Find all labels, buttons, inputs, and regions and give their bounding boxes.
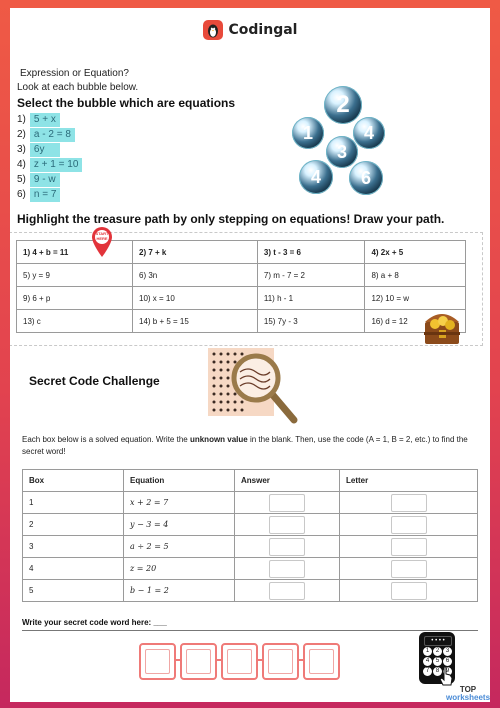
column-header: Answer [235,470,340,492]
answer-input[interactable] [269,560,305,578]
letter-input[interactable] [391,494,427,512]
answer-input[interactable] [269,494,305,512]
box-number: 1 [23,492,124,514]
keypad-key: 9 [443,667,452,676]
divider [22,630,478,631]
brand-name: Codingal [228,22,298,38]
box-number: 3 [23,536,124,558]
path-cell[interactable]: 10) x = 10 [133,287,258,310]
equation-cell: y − 3 = 4 [124,514,235,536]
table-row [23,580,478,602]
brand-header [10,20,490,45]
keypad-key: 8 [433,667,442,676]
path-cell[interactable]: 8) a + 8 [365,264,466,287]
path-cell[interactable]: 4) 2x + 5 [365,241,466,264]
option-item[interactable]: 3) 6y [17,142,82,157]
table-row [23,536,478,558]
bubble-2[interactable]: 2 [324,86,362,124]
answer-input[interactable] [269,538,305,556]
path-cell[interactable]: 15) 7y - 3 [257,310,365,333]
letter-input[interactable] [391,582,427,600]
path-cell[interactable]: 6) 3n [133,264,258,287]
option-item[interactable]: 6) n = 7 [17,187,82,202]
bubble-instruction: Select the bubble which are equations [17,96,236,110]
path-cell[interactable]: 13) c [17,310,133,333]
section-subheading: Look at each bubble below. [17,82,139,93]
section-heading: Expression or Equation? [20,68,129,79]
option-item[interactable]: 5) 9 - w [17,172,82,187]
path-cell[interactable]: 1) 4 + b = 11 [17,241,133,264]
path-cell[interactable]: 5) y = 9 [17,264,133,287]
bubble-6[interactable]: 6 [349,161,383,195]
path-cell[interactable]: 9) 6 + p [17,287,133,310]
letter-input[interactable] [391,538,427,556]
start-label: START HERE [95,231,109,241]
table-row [23,492,478,514]
treasure-grid [16,240,466,333]
table-row [17,241,466,264]
options-list [17,112,82,202]
bubble-4-bottom[interactable]: 4 [299,160,333,194]
path-cell[interactable]: 7) m - 7 = 2 [257,264,365,287]
column-header: Box [23,470,124,492]
keypad-key: 1 [423,647,432,656]
treasure-instruction: Highlight the treasure path by only stepping on equations! Draw your path. [17,212,445,226]
path-cell[interactable]: 12) 10 = w [365,287,466,310]
table-row [17,264,466,287]
path-cell[interactable]: 11) h - 1 [257,287,365,310]
code-letter-box-4[interactable] [262,643,299,680]
equation-cell: b − 1 = 2 [124,580,235,602]
answer-input[interactable] [269,516,305,534]
code-word-prompt: Write your secret code word here: ___ [22,618,167,627]
worksheet-page [10,8,490,702]
path-cell[interactable]: 3) t - 3 = 6 [257,241,365,264]
treasure-chest-icon [419,304,467,350]
option-item[interactable]: 2) a - 2 = 8 [17,127,82,142]
keypad-display: • • • • [424,636,452,646]
keypad-key: 5 [433,657,442,666]
path-cell[interactable]: 2) 7 + k [133,241,258,264]
box-number: 4 [23,558,124,580]
bubble-1[interactable]: 1 [292,117,324,149]
table-row [23,558,478,580]
keypad-key: 6 [443,657,452,666]
equation-cell: x + 2 = 7 [124,492,235,514]
secret-description: Each box below is a solved equation. Write the unknown value in the blank. Then, use the code (A = 1, B = 2, etc.) to find the secret word! [22,435,468,456]
pointing-hand-icon [438,666,454,686]
secret-title: Secret Code Challenge [29,374,160,388]
option-item[interactable]: 1) 5 + x [17,112,82,127]
letter-input[interactable] [391,516,427,534]
keypad-key: 2 [433,647,442,656]
start-pin-icon [90,226,114,258]
code-letter-box-1[interactable] [139,643,176,680]
box-number: 2 [23,514,124,536]
option-item[interactable]: 4) z + 1 = 10 [17,157,82,172]
equation-cell: a ÷ 2 = 5 [124,536,235,558]
table-header-row [23,470,478,492]
column-header: Letter [340,470,478,492]
topworksheets-logo: TOP worksheets [446,685,490,702]
box-number: 5 [23,580,124,602]
bubble-4-top[interactable]: 4 [353,117,385,149]
path-cell[interactable]: 14) b + 5 = 15 [133,310,258,333]
keypad-key: 4 [423,657,432,666]
equation-cell: z = 20 [124,558,235,580]
penguin-logo-icon [203,20,223,40]
table-row [23,514,478,536]
keypad-key: 7 [423,667,432,676]
code-letter-box-2[interactable] [180,643,217,680]
answer-input[interactable] [269,582,305,600]
column-header: Equation [124,470,235,492]
table-row [17,287,466,310]
code-letter-box-5[interactable] [303,643,340,680]
secret-code-table [22,469,478,602]
letter-input[interactable] [391,560,427,578]
path-cell[interactable]: 16) d = 12 [365,310,466,333]
table-row [17,310,466,333]
code-magnifier-icon [208,348,304,426]
code-letter-box-3[interactable] [221,643,258,680]
keypad-key: 3 [443,647,452,656]
bubble-3[interactable]: 3 [326,136,358,168]
